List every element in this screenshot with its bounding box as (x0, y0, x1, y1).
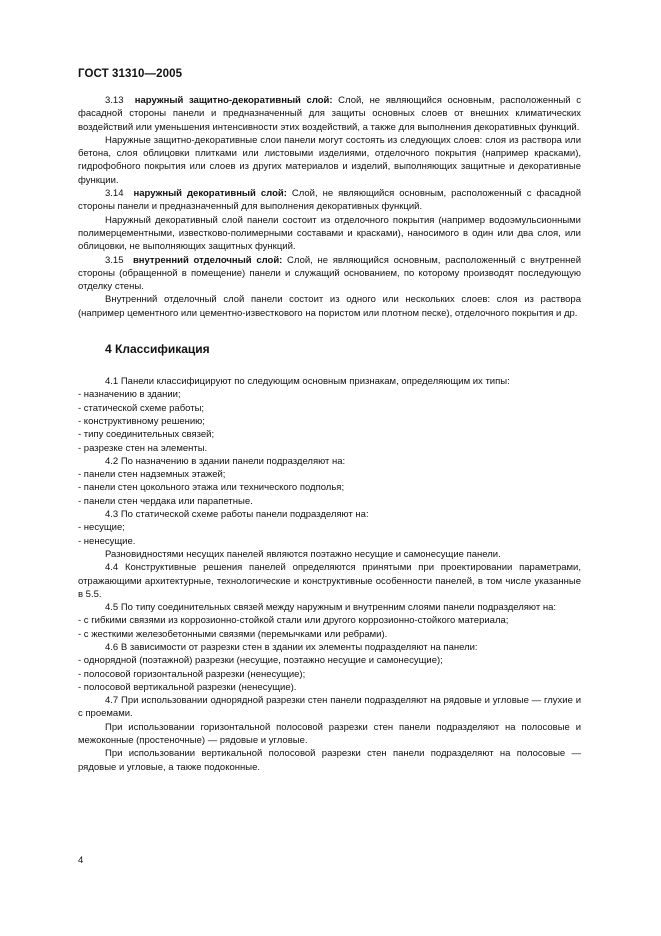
definition: Слой, не являющийся основным, расположенный с фасадной стороны панели и предназначенный для защиты основных слоев от внешних климатических воздействий или уменьшения интенсивности этих воздействий, а также для выполнения декоративных функций. (78, 95, 581, 133)
list-item: - конструктивному решению; (78, 415, 205, 427)
list-item: - статической схеме работы; (78, 402, 205, 414)
paragraph: При использовании вертикальной полосовой разрезки стен панели подразделяют на полосовые — рядовые и угловые, а также подоконные. (78, 748, 581, 773)
clause-3-14 (78, 187, 581, 214)
clause-number: 3.15 (105, 254, 124, 266)
list-item: - полосовой вертикальной разрезки (ненесущие). (78, 681, 297, 693)
paragraph: Наружный декоративный слой панели состоит из отделочного покрытия (например водоэмульсионными полимерцементными, известково-полимерными составами и красками), наносимого в один или два слоя, или облицовки, не выполняющих защитных функций. (78, 214, 581, 253)
list-item: - ненесущие. (78, 535, 136, 547)
clause-4-6: 4.6 В зависимости от разрезки стен в здании их элементы подразделяют на панели: (105, 641, 478, 653)
list-item: - с гибкими связями из коррозионно-стойкой стали или другого коррозионно-стойкого материала; (78, 615, 509, 627)
term: наружный декоративный слой: (133, 188, 287, 200)
term: наружный защитно-декоративный слой: (134, 95, 333, 106)
paragraph: Разновидностями несущих панелей являются поэтажно несущие и самонесущие панели. (105, 548, 501, 560)
list-item: - панели стен надземных этажей; (78, 469, 226, 481)
list-item: - с жесткими железобетонными связями (перемычками или ребрами). (78, 628, 388, 640)
paragraph: Наружные защитно-декоративные слои панели могут состоять из следующих слоев: слоя из раствора или бетона, слоя облицовки плитками или листовыми изделиями, отделочного покрытия (например красками), гидрофобного покрытия или слоев из других материалов и изделий, выполняющих защитные и декоративные функции. (78, 134, 581, 186)
page-number: 4 (78, 855, 84, 866)
clause-number: 3.13 (105, 95, 124, 106)
list-item: - панели стен цокольного этажа или технического подполья; (78, 482, 345, 494)
document-body (78, 94, 581, 774)
list-item: - типу соединительных связей; (78, 429, 215, 441)
list-item: - назначению в здании; (78, 389, 181, 401)
clause-4-2: 4.2 По назначению в здании панели подразделяют на: (105, 455, 346, 467)
clause-4-3: 4.3 По статической схеме работы панели подразделяют на: (105, 509, 369, 521)
clause-number: 3.14 (105, 188, 124, 200)
list-item: - разрезке стен на элементы. (78, 442, 208, 454)
clause-3-15 (78, 254, 581, 294)
list-item: - однорядной (поэтажной) разрезки (несущие, поэтажно несущие и самонесущие); (78, 655, 443, 667)
list-item: - полосовой горизонтальной разрезки (ненесущие); (78, 668, 306, 680)
clause-4-7: 4.7 При использовании однорядной разрезки стен панели подразделяют на рядовые и угловые — глухие и с проемами. (78, 695, 581, 720)
clause-3-13 (78, 94, 581, 134)
clause-4-4: 4.4 Конструктивные решения панелей определяются принятыми при проектировании параметрами, отражающими архитектурные, технологические и конструктивные особенности панелей, в том числе указанные в 5.5. (78, 562, 581, 600)
list-item: - панели стен чердака или парапетные. (78, 495, 253, 507)
definition: Слой, не являющийся основным, расположенный с внутренней стороны (обращенной в помещение) панели и служащий основанием, по которому производят последующую отделку стены. (78, 254, 582, 293)
term: внутренний отделочный слой: (132, 254, 283, 266)
clause-4-5: 4.5 По типу соединительных связей между наружным и внутренним слоями панели подразделяют на: (105, 602, 557, 614)
paragraph: При использовании горизонтальной полосовой разрезки стен панели подразделяют на полосовые и межоконные (простеночные) — рядовые и угловые. (78, 721, 581, 747)
paragraph: Внутренний отделочный слой панели состоит из одного или нескольких слоев: слоя из раствора (например цементного или цементно-известкового на пористом или плотном песке), отделочного покрытия и др. (78, 294, 581, 319)
page-header: ГОСТ 31310—2005 (78, 68, 183, 80)
list-item: - несущие; (78, 522, 125, 534)
section-heading: 4 Классификация (105, 342, 210, 357)
definition: Слой, не являющийся основным, расположенный с фасадной стороны панели и предназначенный для выполнения декоративных функций. (78, 188, 581, 213)
clause-4-1: 4.1 Панели классифицируют по следующим основным признакам, определяющим их типы: (105, 376, 510, 388)
